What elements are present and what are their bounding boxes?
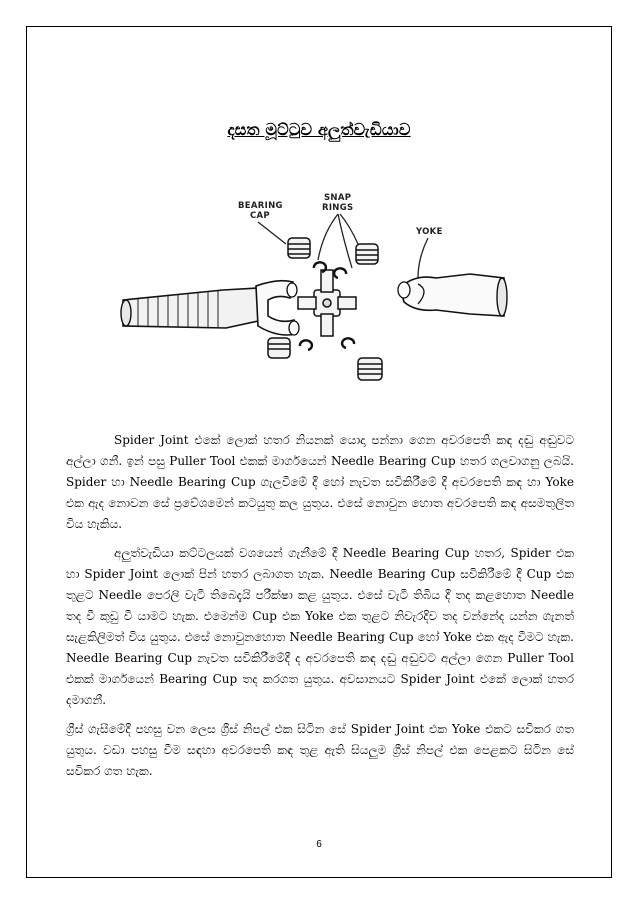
- universal-joint-diagram: [118, 178, 508, 398]
- label-bearing-cap-2: CAP: [250, 211, 270, 221]
- paragraph-2: අලුත්වැඩියා කට්ටලයක් වශයෙන් ගැනීමේ දී Needle Bearing Cup හතර, Spider එක හා Spider Joint ලොක් පින් හතර ලබාගත හැක. Needle Bearing Cup සවිකිරීමේ දී Cup එක තුළට Needle පෙරලි වැටී තිබෙදැයි පරීක්ෂා කළ යුතුය. එසේ වැටී තිබිය දී තද කළහොත Needle තද වී කුඩු වී යාමට හැක. එමෙන්ම Cup එක Yoke එක තුළට නිවැරදිව තද වන්නේද යන්න ගැනත් සැළකිලිමත් විය යුතුය. එසේ නොවුනහොත Needle Bearing Cup හෝ Yoke එක ඇද වීමට හැක. Needle Bearing Cup නැවත සවිකිරීමේදී ද අවරපෙති කඳ දඬු අඬුවට අල්ලා ගෙන Puller Tool එකක් මාර්ගයෙන් Bearing Cup තද කරගත යුතුය. අවසානයට Spider Joint එකේ ලොක් හතර දමාගනී.: [66, 546, 574, 707]
- label-bearing-cap-1: BEARING: [238, 201, 283, 211]
- page-number: 6: [316, 839, 322, 850]
- driveshaft: [121, 288, 263, 328]
- bearing-cap-top-right: [356, 244, 378, 264]
- shaft-yoke: [256, 281, 299, 335]
- label-snap-rings-1: SNAP: [324, 193, 352, 203]
- document-body: [66, 430, 574, 790]
- spider: [298, 270, 356, 336]
- bearing-cap-bottom: [358, 358, 382, 380]
- bearing-cap-left: [268, 338, 290, 358]
- page-title: දසත මූට්ටුව අලුත්වැඩියාව: [227, 120, 411, 139]
- label-snap-rings-2: RINGS: [322, 203, 354, 213]
- bearing-cap-top-left: [288, 238, 310, 258]
- paragraph-3: ග්‍රීස් ගැසීමේදී පහසු වන ලෙස ග්‍රීස් නිපල් එක සිටින සේ Spider Joint එක Yoke එකට සවිකර ගත යුතුය. වඩා පහසු වීම සඳහා අවරපෙති කඳ තුළ ඇති සියලුම ග්‍රීස් නිපල් එක පෙළකට සිටින සේ සවිකර ගත හැක.: [66, 722, 574, 778]
- yoke: [398, 274, 507, 316]
- label-yoke: YOKE: [416, 227, 443, 237]
- paragraph-1: Spider Joint එකේ ලොක් හතර නියනක් යොදා පන්නා ගෙන අවරපෙති කඳ දඬු අඬුවට අල්ලා ගනී. ඉන් පසු Puller Tool එකක් මාර්ගයෙන් Needle Bearing Cup හතර ගලවාගනු ලබයි. Spider හා Needle Bearing Cup ගැලවීමේ දී හෝ නැවත සවිකිරීමේ දී අවරපෙති කඳ හා Yoke එක ඇද නොවන සේ ප්‍රවේශමෙන් කටයුතු කල යුතුය. එසේ නොවුන හොත අවරපෙති කඳ අසමතුලිත විය හැකිය.: [66, 433, 574, 531]
- exploded-joint-illustration: [118, 178, 508, 398]
